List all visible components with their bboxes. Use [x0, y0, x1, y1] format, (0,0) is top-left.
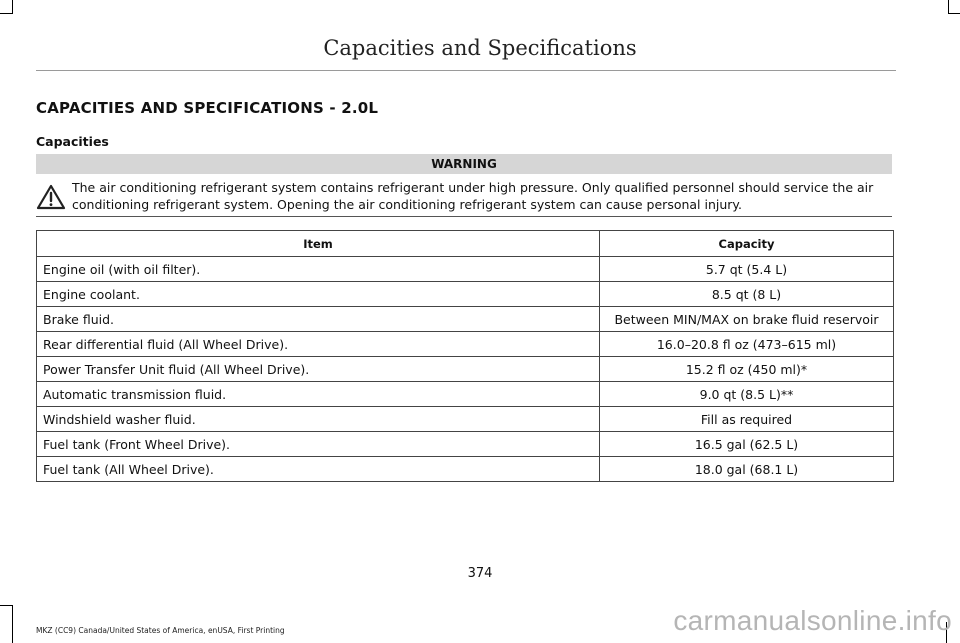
capacity-cell: 5.7 qt (5.4 L) [600, 257, 894, 282]
warning-text: The air conditioning refrigerant system contains refrigerant under high pressure. Only qualified personnel should service the air conditioning refrigerant system. Opening the air conditioning refrigerant system can cause personal injury. [72, 180, 874, 212]
table-row [37, 257, 894, 282]
table-row [37, 357, 894, 382]
capacity-cell: 16.0–20.8 fl oz (473–615 ml) [600, 332, 894, 357]
crop-mark [0, 13, 13, 14]
watermark: carmanualsonline.info [673, 605, 952, 636]
capacity-cell: Fill as required [600, 407, 894, 432]
subheading: Capacities [36, 134, 109, 149]
crop-mark [0, 605, 13, 606]
warning-divider [36, 216, 892, 217]
table-row [37, 432, 894, 457]
crop-mark [12, 605, 13, 643]
item-cell: Automatic transmission fluid. [37, 382, 600, 407]
table-row [37, 307, 894, 332]
crop-mark [948, 13, 960, 14]
capacity-cell: Between MIN/MAX on brake fluid reservoir [600, 307, 894, 332]
crop-mark [12, 0, 13, 14]
page-number: 374 [467, 566, 493, 581]
capacity-cell: 15.2 fl oz (450 ml)* [600, 357, 894, 382]
page-title: Capacities and Specifications [323, 36, 637, 60]
capacities-table [36, 230, 894, 482]
column-header-capacity: Capacity [600, 231, 894, 257]
capacity-cell: 9.0 qt (8.5 L)** [600, 382, 894, 407]
table-row [37, 457, 894, 482]
warning-label: WARNING [36, 154, 892, 174]
item-cell: Windshield washer fluid. [37, 407, 600, 432]
title-divider [36, 70, 896, 71]
item-cell: Fuel tank (All Wheel Drive). [37, 457, 600, 482]
item-cell: Engine coolant. [37, 282, 600, 307]
item-cell: Brake fluid. [37, 307, 600, 332]
capacity-cell: 16.5 gal (62.5 L) [600, 432, 894, 457]
table-row [37, 332, 894, 357]
table-row [37, 282, 894, 307]
table-row [37, 407, 894, 432]
warning-triangle-icon [36, 184, 66, 210]
capacity-cell: 8.5 qt (8 L) [600, 282, 894, 307]
edition-footer: MKZ (CC9) Canada/United States of America, enUSA, First Printing [36, 626, 285, 635]
crop-mark [948, 0, 949, 14]
column-header-item: Item [37, 231, 600, 257]
table-row [37, 382, 894, 407]
item-cell: Rear differential fluid (All Wheel Drive). [37, 332, 600, 357]
item-cell: Power Transfer Unit fluid (All Wheel Drive). [37, 357, 600, 382]
item-cell: Fuel tank (Front Wheel Drive). [37, 432, 600, 457]
section-heading: CAPACITIES AND SPECIFICATIONS - 2.0L [36, 99, 379, 117]
item-cell: Engine oil (with oil filter). [37, 257, 600, 282]
table-header-row [37, 231, 894, 257]
capacity-cell: 18.0 gal (68.1 L) [600, 457, 894, 482]
